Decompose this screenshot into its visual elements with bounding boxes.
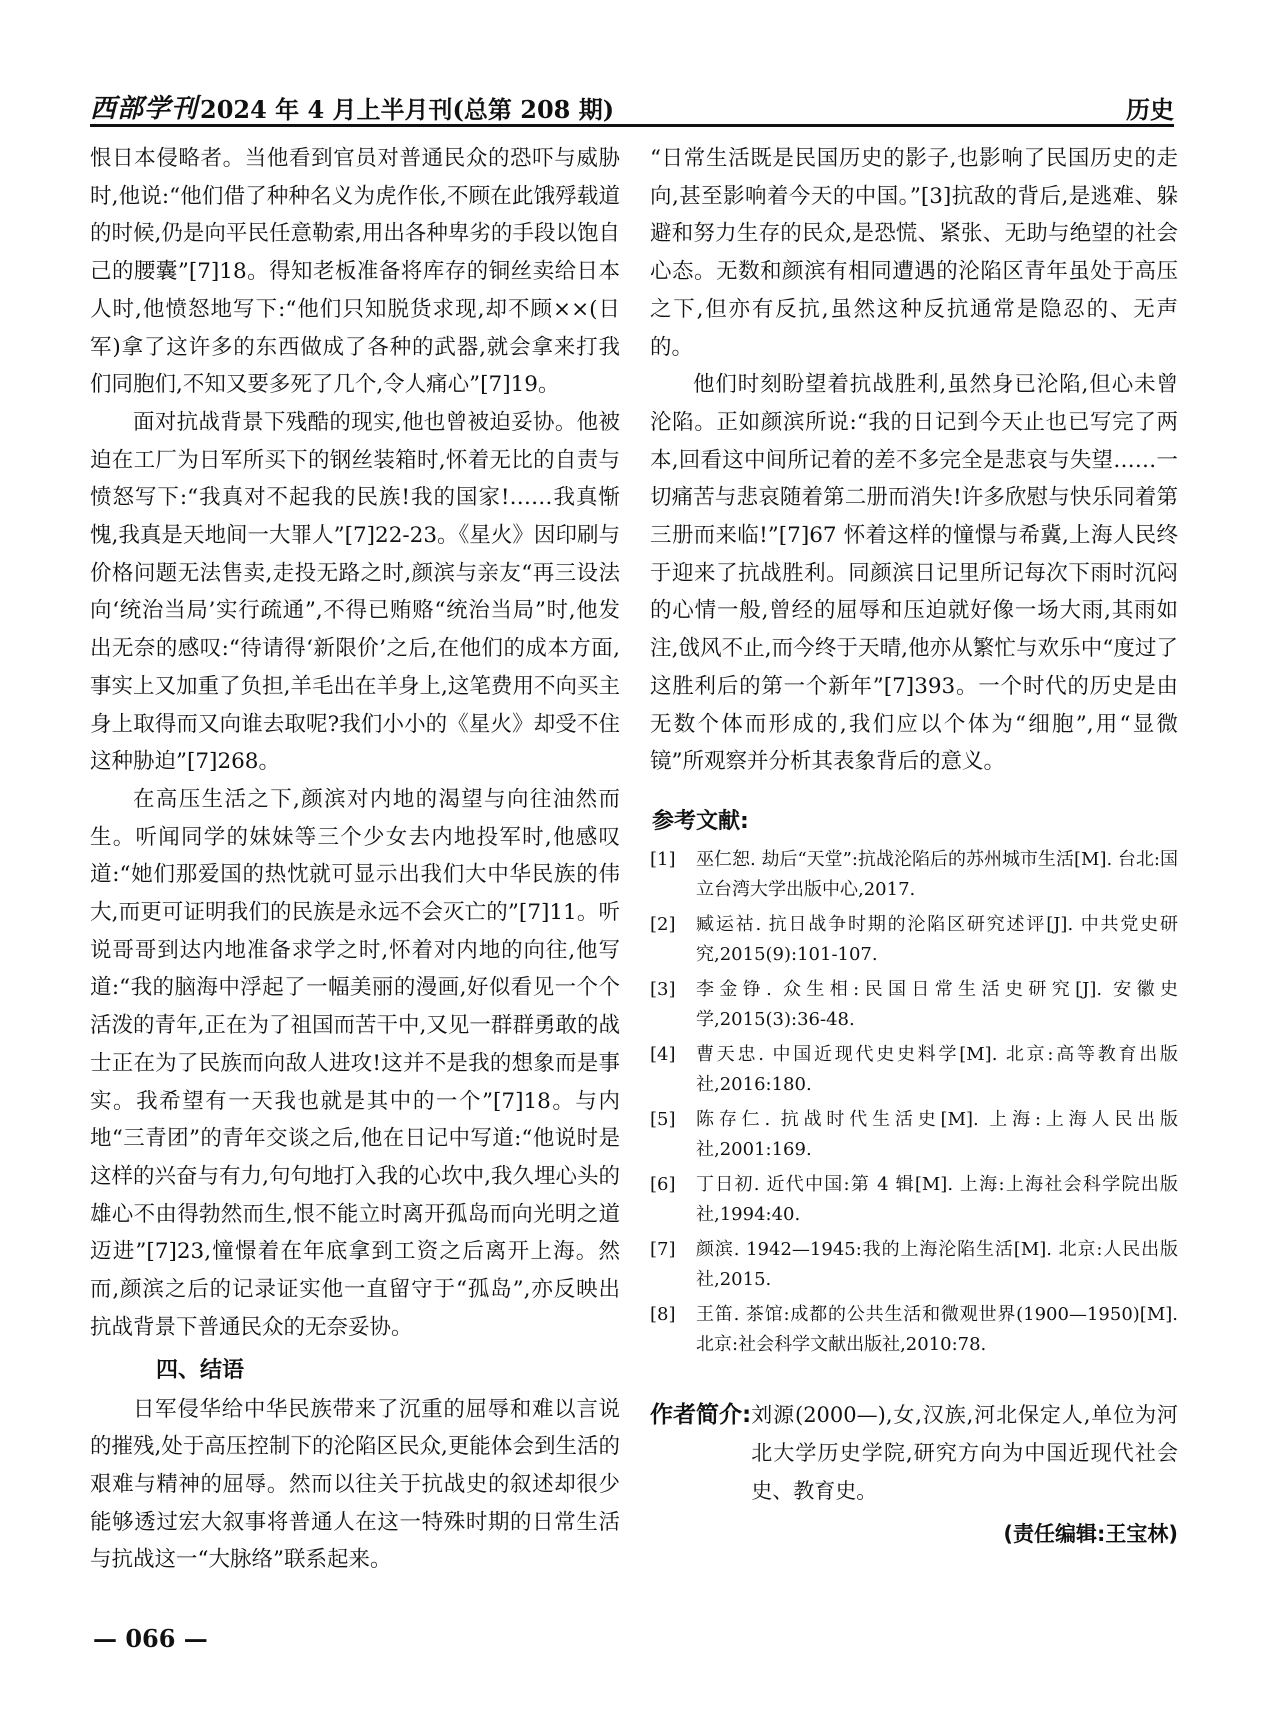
references-heading: 参考文献:	[652, 808, 749, 834]
reference-text: 臧运祜. 抗日战争时期的沦陷区研究述评[J]. 中共党史研究,2015(9):101-107.	[696, 913, 1178, 965]
reference-text: 陈存仁. 抗战时代生活史[M]. 上海:上海人民出版社,2001:169.	[696, 1108, 1178, 1160]
reference-text: 曹天忠. 中国近现代史史料学[M]. 北京:高等教育出版社,2016:180.	[696, 1043, 1178, 1095]
reference-number: [1]	[650, 848, 676, 870]
reference-number: [4]	[650, 1043, 676, 1065]
running-header	[90, 86, 1174, 126]
reference-text: 李金铮. 众生相:民国日常生活史研究[J]. 安徽史学,2015(3):36-48.	[696, 978, 1178, 1030]
reference-number: [6]	[650, 1173, 676, 1195]
reference-number: [7]	[650, 1238, 676, 1260]
author-bio	[650, 1396, 1178, 1510]
section-heading: 四、结语	[156, 1357, 245, 1383]
page-number: — 066 —	[93, 1624, 208, 1653]
reference-number: [2]	[650, 913, 676, 935]
section-label: 历史	[1126, 95, 1174, 124]
body-paragraph: 在高压生活之下,颜滨对内地的渴望与向往油然而生。听闻同学的妹妹等三个少女去内地投军时,他感叹道:“她们那爱国的热忱就可显示出我们大中华民族的伟大,而更可证明我们的民族是永远不会灭亡的”[7]11。听说哥哥到达内地准备求学之时,怀着对内地的向往,他写道:“我的脑海中浮起了一幅美丽的漫画,好似看见一个个活泼的青年,正在为了祖国而苦干中,又见一群群勇敢的战士正在为了民族而向敌人进攻!这并不是我的想象而是事实。我希望有一天我也就是其中的一个”[7]18。与内地“三青团”的青年交谈之后,他在日记中写道:“他说时是这样的兴奋与有力,句句地打入我的心坎中,我久埋心头的雄心不由得勃然而生,恨不能立时离开孤岛而向光明之道迈进”[7]23,憧憬着在年底拿到工资之后离开上海。然而,颜滨之后的记录证实他一直留守于“孤岛”,亦反映出抗战背景下普通民众的无奈妥协。	[90, 786, 620, 1340]
right-column	[650, 140, 1178, 1554]
reference-item	[650, 910, 1178, 970]
body-paragraph: 面对抗战背景下残酷的现实,他也曾被迫妥协。他被迫在工厂为日军所买下的钢丝装箱时,怀着无比的自责与愤怒写下:“我真对不起我的民族!我的国家!……我真惭愧,我真是天地间一大罪人”[7]22-23。《星火》因印刷与价格问题无法售卖,走投无路之时,颜滨与亲友“再三设法向‘统治当局’实行疏通”,不得已贿赂“统治当局”时,他发出无奈的感叹:“待请得‘新限价’之后,在他们的成本方面,事实上又加重了负担,羊毛出在羊身上,这笔费用不向买主身上取得而又向谁去取呢?我们小小的《星火》却受不住这种胁迫”[7]268。	[90, 409, 620, 775]
header-rule	[90, 124, 1174, 127]
issue-info: 2024 年 4 月上半月刊(总第 208 期)	[200, 95, 615, 124]
reference-number: [3]	[650, 978, 676, 1000]
body-paragraph: 恨日本侵略者。当他看到官员对普通民众的恐吓与威胁时,他说:“他们借了种种名义为虎作伥,不顾在此饿殍载道的时候,仍是向平民任意勒索,用出各种卑劣的手段以饱自己的腰囊”[7]18。得知老板准备将库存的铜丝卖给日本人时,他愤怒地写下:“他们只知脱货求现,却不顾××(日军)拿了这许多的东西做成了各种的武器,就会拿来打我们同胞们,不知又要多死了几个,令人痛心”[7]19。	[90, 146, 620, 398]
reference-item	[650, 1170, 1178, 1230]
reference-item	[650, 1300, 1178, 1360]
reference-item	[650, 845, 1178, 905]
reference-item	[650, 975, 1178, 1035]
reference-number: [5]	[650, 1108, 676, 1130]
body-paragraph: 日军侵华给中华民族带来了沉重的屈辱和难以言说的摧残,处于高压控制下的沦陷区民众,更能体会到生活的艰难与精神的屈辱。然而以往关于抗战史的叙述却很少能够透过宏大叙事将普通人在这一特殊时期的日常生活与抗战这一“大脉络”联系起来。	[90, 1396, 620, 1573]
responsible-editor: (责任编辑:王宝林)	[1003, 1521, 1178, 1546]
reference-number: [8]	[650, 1303, 676, 1325]
body-paragraph: 他们时刻盼望着抗战胜利,虽然身已沦陷,但心未曾沦陷。正如颜滨所说:“我的日记到今天止也已写完了两本,回看这中间所记着的差不多完全是悲哀与失望……一切痛苦与悲哀随着第二册而消失!许多欣慰与快乐同着第三册而来临!”[7]67 怀着这样的憧憬与希冀,上海人民终于迎来了抗战胜利。同颜滨日记里所记每次下雨时沉闷的心情一般,曾经的屈辱和压迫就好像一场大雨,其雨如注,戗风不止,而今终于天晴,他亦从繁忙与欢乐中“度过了这胜利后的第一个新年”[7]393。一个时代的历史是由无数个体而形成的,我们应以个体为“细胞”,用“显微镜”所观察并分析其表象背后的意义。	[650, 372, 1178, 775]
journal-logo: 西部学刊	[90, 94, 199, 124]
reference-item	[650, 1040, 1178, 1100]
author-bio-text: 刘源(2000—),女,汉族,河北保定人,单位为河北大学历史学院,研究方向为中国近现代社会史、教育史。	[751, 1402, 1178, 1503]
author-bio-label: 作者简介:	[650, 1401, 752, 1428]
references-list	[650, 845, 1178, 1360]
left-column	[90, 140, 620, 1579]
reference-item	[650, 1235, 1178, 1295]
reference-item	[650, 1105, 1178, 1165]
reference-text: 丁日初. 近代中国:第 4 辑[M]. 上海:上海社会科学院出版社,1994:40.	[696, 1173, 1178, 1225]
reference-text: 巫仁恕. 劫后“天堂”:抗战沦陷后的苏州城市生活[M]. 台北:国立台湾大学出版中心,2017.	[696, 848, 1178, 900]
body-paragraph: “日常生活既是民国历史的影子,也影响了民国历史的走向,甚至影响着今天的中国。”[3]抗敌的背后,是逃难、躲避和努力生存的民众,是恐慌、紧张、无助与绝望的社会心态。无数和颜滨有相同遭遇的沦陷区青年虽处于高压之下,但亦有反抗,虽然这种反抗通常是隐忍的、无声的。	[650, 146, 1178, 360]
reference-text: 王笛. 茶馆:成都的公共生活和微观世界(1900—1950)[M]. 北京:社会科学文献出版社,2010:78.	[696, 1303, 1178, 1355]
reference-text: 颜滨. 1942—1945:我的上海沦陷生活[M]. 北京:人民出版社,2015.	[696, 1238, 1178, 1290]
